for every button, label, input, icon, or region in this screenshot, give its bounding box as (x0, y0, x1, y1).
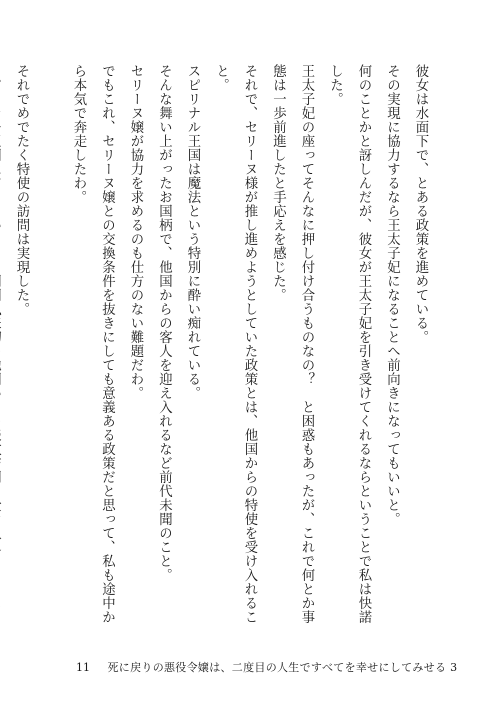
paragraph-8: セリーヌ嬢が協力を求めるのも仕方のない難題だわ。 (128, 64, 143, 400)
paragraph-11 (0, 64, 7, 624)
paragraph-7: そんな舞い上がったお国柄で、他国からの客人を迎え入れるなど前代未聞のこと。 (156, 64, 172, 582)
paragraph-5: それで、セリーヌ様が推し進めようとしていた政策とは、他国からの特使を受け入れること。 (213, 64, 257, 624)
paragraph-1: 彼女は水面下で、とある政策を進めている。 (413, 64, 428, 344)
running-title: 死に戻りの悪役令嬢は、二度目の人生ですべてを幸せにしてみせる 3 (107, 661, 458, 674)
paragraph-10: それでめでたく特使の訪問は実現した。 (14, 64, 29, 316)
page-footer (76, 661, 457, 675)
page-number: 11 (76, 661, 90, 674)
paragraph-4: 王太子妃の座ってそんなに押し付け合うものなの？ と困惑もあったが、これで何とか事態は一歩前進したと手応えを感じた。 (270, 64, 314, 624)
paragraph-9: でもこれ、セリーヌ嬢との交換条件を抜きにしても意義ある政策だと思って、私も途中から本気で奔走したわ。 (71, 64, 115, 624)
paragraph-6: スピリナル王国は魔法という特別に酔い痴れている。 (185, 64, 200, 400)
vertical-text-body (0, 64, 434, 624)
blank-line (35, 64, 64, 624)
paragraph-3: 何のことかと訝しんだが、彼女が王太子妃を引き受けてくれるならということで私は快諾した。 (327, 64, 371, 624)
paragraph-2: その実現に協力するなら王太子妃になることへ前向きになってもいいと。 (384, 64, 400, 526)
